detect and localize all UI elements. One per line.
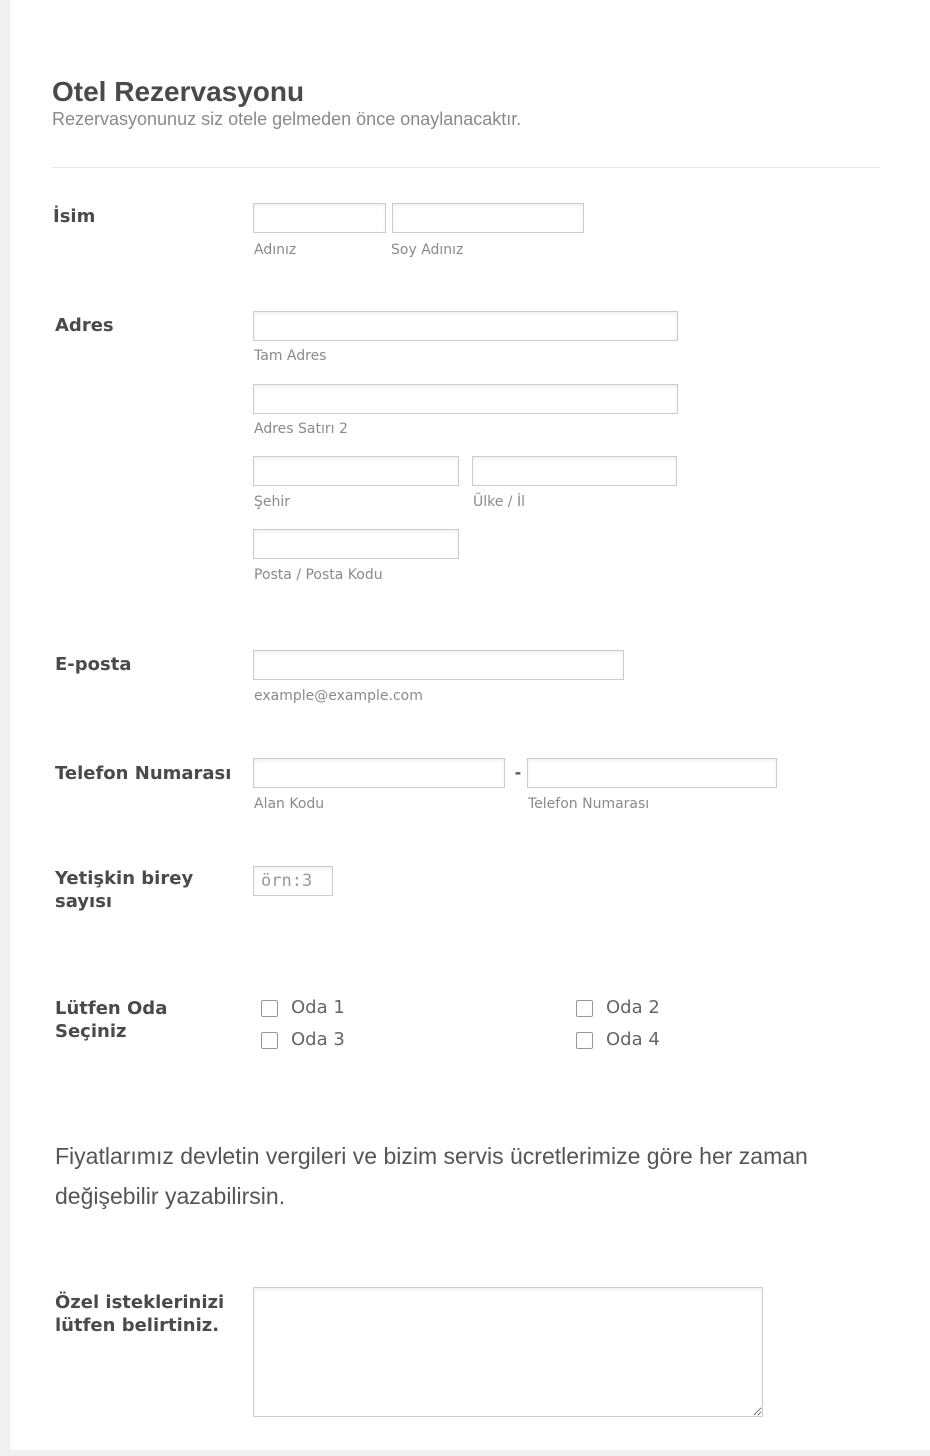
room-4-checkbox[interactable] <box>576 1032 593 1049</box>
room-1-checkbox[interactable] <box>261 1000 278 1017</box>
special-requests-textarea[interactable] <box>253 1287 763 1417</box>
address-label: Adres <box>55 315 114 336</box>
first-name-input[interactable] <box>253 203 386 233</box>
street-address-sublabel: Tam Adres <box>254 348 327 364</box>
room-option-3 <box>261 1030 576 1050</box>
special-requests-label: Özel isteklerinizi lütfen belirtiniz. <box>55 1292 225 1336</box>
room-select-label: Lütfen Oda Seçiniz <box>55 998 168 1042</box>
street-address2-input[interactable] <box>253 384 678 414</box>
room-4-label[interactable]: Oda 4 <box>606 1029 660 1050</box>
adults-count-label: Yetişkin birey sayısı <box>55 868 194 912</box>
room-option-2 <box>576 998 891 1018</box>
email-sublabel: example@example.com <box>254 688 423 704</box>
area-code-input[interactable] <box>253 758 505 788</box>
room-options-grid <box>261 998 891 1050</box>
area-code-sublabel: Alan Kodu <box>254 796 325 812</box>
phone-number-input[interactable] <box>527 758 777 788</box>
phone-number-sublabel: Telefon Numarası <box>528 796 650 812</box>
city-sublabel: Şehir <box>254 494 291 510</box>
email-input[interactable] <box>253 650 624 680</box>
street-address2-sublabel: Adres Satırı 2 <box>254 421 348 437</box>
header-divider <box>52 167 880 168</box>
room-2-checkbox[interactable] <box>576 1000 593 1017</box>
name-label: İsim <box>53 206 96 227</box>
phone-separator: - <box>514 763 522 782</box>
room-2-label[interactable]: Oda 2 <box>606 997 660 1018</box>
first-name-sublabel: Adınız <box>254 242 297 258</box>
form-card <box>10 0 930 1450</box>
room-1-label[interactable]: Oda 1 <box>291 997 345 1018</box>
room-3-label[interactable]: Oda 3 <box>291 1029 345 1050</box>
state-input[interactable] <box>472 456 677 486</box>
adults-count-input[interactable] <box>253 866 333 896</box>
room-3-checkbox[interactable] <box>261 1032 278 1049</box>
postal-code-input[interactable] <box>253 529 459 559</box>
room-option-1 <box>261 998 576 1018</box>
room-option-4 <box>576 1030 891 1050</box>
price-note: Fiyatlarımız devletin vergileri ve bizim servis ücretlerimize göre her zaman değişebilir yazabilirsin. <box>55 1143 808 1209</box>
postal-code-sublabel: Posta / Posta Kodu <box>254 567 383 583</box>
street-address-input[interactable] <box>253 311 678 341</box>
phone-label: Telefon Numarası <box>55 763 232 784</box>
form-subtitle: Rezervasyonunuz siz otele gelmeden önce onaylanacaktır. <box>52 109 522 129</box>
page-title: Otel Rezervasyonu <box>52 75 305 107</box>
last-name-input[interactable] <box>392 203 584 233</box>
city-input[interactable] <box>253 456 459 486</box>
last-name-sublabel: Soy Adınız <box>391 242 464 258</box>
email-label: E-posta <box>55 654 132 675</box>
state-sublabel: Ülke / İl <box>473 494 525 510</box>
